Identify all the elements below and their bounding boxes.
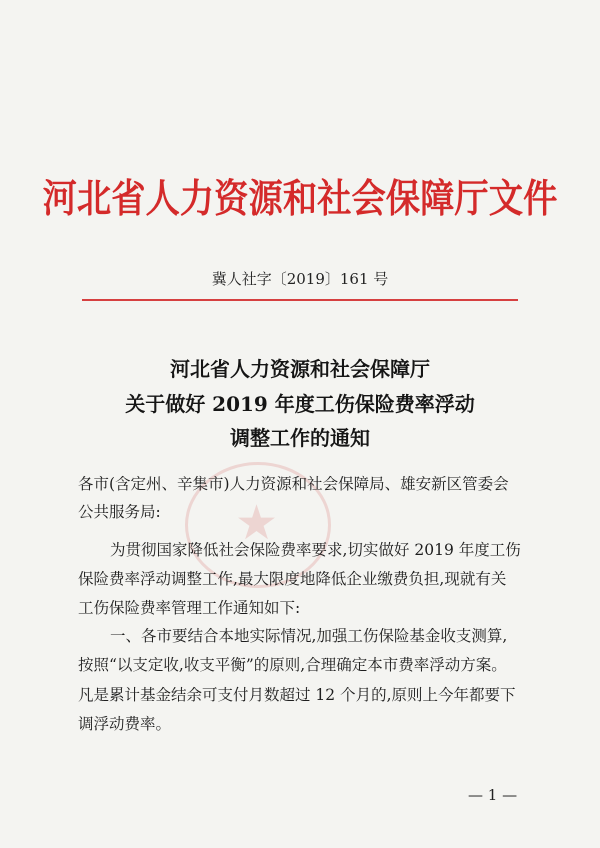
paragraph-1-line-3: 工伤保险费率管理工作通知如下: <box>78 599 301 617</box>
paragraph-2-line-3: 凡是累计基金结余可支付月数超过 12 个月的,原则上今年都要下 <box>78 686 516 704</box>
paragraph-2-line-1: 一、各市要结合本地实际情况,加强工伤保险基金收支测算, <box>110 627 508 645</box>
document-number: 冀人社字〔2019〕161 号 <box>211 270 389 288</box>
page-number: — 1 — <box>468 786 518 804</box>
paragraph-2-line-4: 调浮动费率。 <box>78 715 172 733</box>
red-divider-line <box>82 299 518 301</box>
paragraph-1-line-1: 为贯彻国家降低社会保险费率要求,切实做好 2019 年度工伤 <box>110 541 521 559</box>
seal-star-icon: ★ <box>235 495 279 551</box>
document-header-title: 河北省人力资源和社会保障厅文件 <box>42 177 558 222</box>
notice-title-line-2: 关于做好 2019 年度工伤保险费率浮动 <box>125 392 475 416</box>
notice-title-line-1: 河北省人力资源和社会保障厅 <box>170 357 430 381</box>
paragraph-2-line-2: 按照“以支定收,收支平衡”的原则,合理确定本市费率浮动方案。 <box>78 656 507 674</box>
recipient-line-2: 公共服务局: <box>78 503 161 521</box>
paragraph-1-line-2: 保险费率浮动调整工作,最大限度地降低企业缴费负担,现就有关 <box>78 570 507 588</box>
recipient-line-1: 各市(含定州、辛集市)人力资源和社会保障局、雄安新区管委会 <box>78 475 509 493</box>
notice-title-line-3: 调整工作的通知 <box>230 426 370 450</box>
